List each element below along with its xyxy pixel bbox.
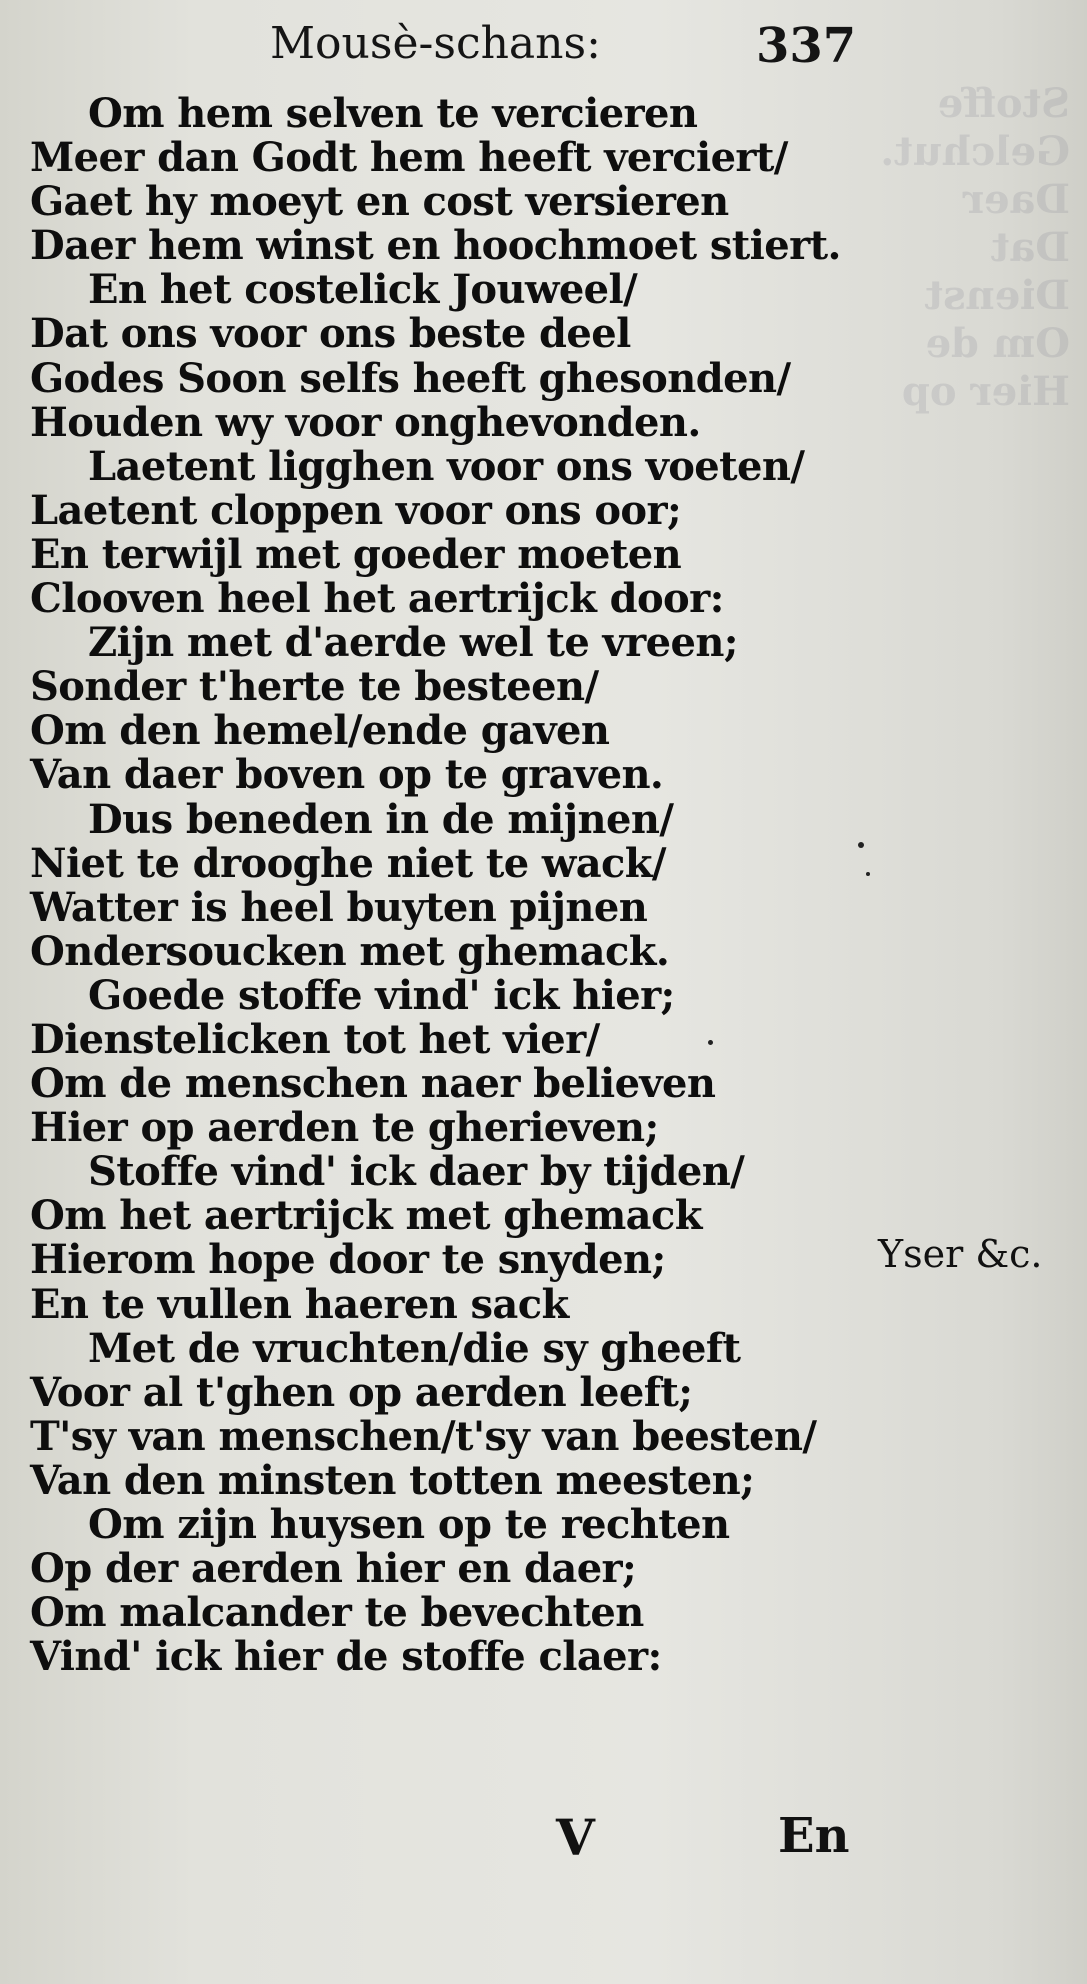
margin-note: Yser &c. [878,1232,1043,1276]
ink-speck [858,842,864,848]
page-header [0,18,1087,78]
verse-line: Dus beneden in de mijnen/ [88,795,674,843]
verse-line: Meer dan Godt hem heeft verciert/ [30,134,788,182]
verse-line: Ondersoucken met ghemack. [30,927,670,975]
verse-line: Van daer boven op te graven. [30,751,664,799]
verse-line: Gaet hy moeyt en cost versieren [30,178,729,226]
verse-line: Om den hemel/ende gaven [30,707,610,755]
verse-line: Dienstelicken tot het vier/ [30,1015,600,1063]
show-through-text: Stoffe Gelchut. Daer Dat Dienst Om de Hier op [880,80,1070,415]
ink-speck [866,872,870,876]
verse-line: Watter is heel buyten pijnen [30,883,648,931]
verse-line: Om zijn huysen op te rechten [88,1501,730,1548]
verse-line: Daer hem winst en hoochmoet stiert. [30,222,841,270]
verse-line: Zijn met d'aerde wel te vreen; [88,619,738,667]
verse-line: Clooven heel het aertrijck door: [30,575,724,623]
verse-line: Stoffe vind' ick daer by tijden/ [88,1148,745,1196]
verse-line: Met de vruchten/die sy gheeft [88,1324,741,1372]
verse-line: Sonder t'herte te besteen/ [30,663,599,711]
verse-line: En terwijl met goeder moeten [30,530,682,578]
verse-line: En te vullen haeren sack [30,1280,569,1328]
verse-line: Om malcander te bevechten [30,1589,644,1637]
signature-mark: V [556,1808,595,1867]
verse-line: Voor al t'ghen op aerden leeft; [30,1368,693,1416]
verse-line: Op der aerden hier en daer; [30,1545,637,1593]
verse-block [30,92,870,1679]
page-number: 337 [756,18,857,74]
running-head: Mousè-schans: [270,18,601,69]
verse-line: Laetent cloppen voor ons oor; [30,486,682,534]
verse-line: Om hem selven te vercieren [88,90,698,137]
verse-line: Hier op aerden te gherieven; [30,1104,659,1152]
verse-line: Vind' ick hier de stoffe claer: [30,1633,662,1681]
verse-line: T'sy van menschen/t'sy van beesten/ [30,1412,817,1460]
verse-line: Dat ons voor ons beste deel [30,310,631,358]
verse-line: Goede stoffe vind' ick hier; [88,971,675,1019]
verse-line: Laetent ligghen voor ons voeten/ [88,442,805,490]
catchword: En [778,1808,850,1864]
verse-line: En het costelick Jouweel/ [88,266,638,314]
verse-line: Niet te drooghe niet te wack/ [30,839,666,887]
verse-line: Houden wy voor onghevonden. [30,398,701,446]
verse-line: Hierom hope door te snyden; [30,1236,666,1284]
ink-speck [708,1040,713,1045]
verse-line: Van den minsten totten meesten; [30,1456,755,1504]
verse-line: Godes Soon selfs heeft ghesonden/ [30,354,791,402]
verse-line: Om het aertrijck met ghemack [30,1192,702,1240]
verse-line: Om de menschen naer believen [30,1060,716,1108]
